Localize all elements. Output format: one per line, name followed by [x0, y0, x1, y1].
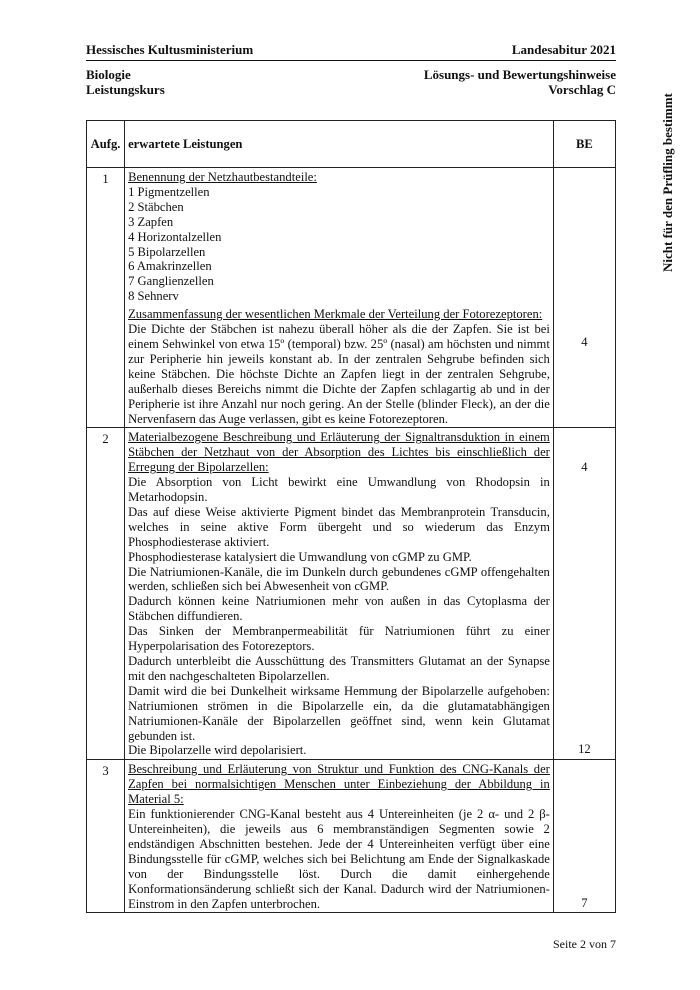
- col-header-task: Aufg.: [87, 121, 125, 168]
- col-header-expected: erwartete Leistungen: [125, 121, 554, 168]
- list-item: 4 Horizontalzellen: [128, 229, 222, 244]
- points-value: 12: [578, 742, 591, 757]
- section-heading: Zusammenfassung der wesentlichen Merkmale der Verteilung der Fotorezeptoren:: [128, 307, 543, 322]
- paragraph: Das auf diese Weise aktivierte Pigment bindet das Membranprotein Transducin, welches in seine aktive Form übergeht und so wiederum das Enzym Phosphodiesterase aktiviert.: [128, 504, 550, 549]
- task-number: 2: [102, 432, 109, 447]
- table-header-row: [87, 121, 616, 168]
- section-text: Ein funktionierender CNG-Kanal besteht aus 4 Untereinheiten (je 2 α- und 2 β-Untereinheiten), die jeweils aus 6 membranständigen Segmenten sowie 2 endständigen Abschnitten bestehen. Jede der 4 Untereinheiten verfügt über eine Bindungsstelle für cGMP, welches sich bei Belichtung am Ende der Signalkaskade von der Bindungsstelle löst. Durch die damit einhergehende Konformationsänderung schließt sich der Kanal. Dadurch wird der Natriumionen-Einstrom in den Zapfen unterbrochen.: [128, 807, 550, 911]
- header-course: Leistungskurs: [86, 82, 165, 97]
- section-heading: Beschreibung und Erläuterung von Struktur und Funktion des CNG-Kanals der Zapfen bei normalsichtigen Menschen unter Einbeziehung der Abbildung in Material 5:: [128, 762, 550, 807]
- paragraph: Dadurch können keine Natriumionen mehr von außen in das Cytoplasma der Stäbchen diffundieren.: [128, 594, 550, 624]
- points-value: 4: [581, 460, 588, 474]
- header-doc-type: Lösungs- und Bewertungshinweise: [423, 67, 616, 82]
- paragraph: Die Natriumionen-Kanäle, die im Dunkeln durch gebundenes cGMP offengehalten werden, schließen sich bei Abwesenheit von cGMP.: [128, 564, 550, 594]
- paragraph: Das Sinken der Membranpermeabilität für Natriumionen führt zu einer Hyperpolarisation des Fotorezeptors.: [128, 624, 550, 654]
- table-row: [87, 428, 616, 760]
- header-row-1: [86, 42, 616, 61]
- table-row: [87, 168, 616, 428]
- paragraph: Dadurch unterbleibt die Ausschüttung des Transmitters Glutamat an der Synapse mit den nachgeschalteten Bipolarzellen.: [128, 654, 550, 683]
- paragraph: Die Absorption von Licht bewirkt eine Umwandlung von Rhodopsin in Metarhodopsin.: [128, 475, 550, 505]
- table-row: [87, 760, 616, 913]
- list-item: 6 Amakrinzellen: [128, 259, 212, 274]
- solutions-table: [86, 120, 616, 913]
- task-number: 3: [102, 764, 109, 779]
- side-note: Nicht für den Prüfling bestimmt: [660, 93, 675, 272]
- list-item: 3 Zapfen: [128, 214, 174, 229]
- header-ministry: Hessisches Kultusministerium: [86, 42, 254, 57]
- points-value: 4: [581, 335, 588, 349]
- header-proposal: Vorschlag C: [548, 82, 616, 97]
- col-header-points: BE: [553, 121, 615, 168]
- section-heading: Benennung der Netzhautbestandteile:: [128, 170, 317, 184]
- paragraph: Die Bipolarzelle wird depolarisiert.: [128, 743, 307, 758]
- header-exam: Landesabitur 2021: [511, 42, 616, 57]
- list-item: 7 Ganglienzellen: [128, 274, 214, 289]
- paragraph: Damit wird die bei Dunkelheit wirksame Hemmung der Bipolarzelle aufgehoben: Natriumionen strömen in die Bipolarzelle ein, da die glutamatabhängigen Natriumionen-Kanäle der Bipolarzellen geöffnet sind, wenn kein Glutamat gebunden ist.: [128, 683, 550, 743]
- task-number: 1: [102, 172, 109, 186]
- section-text: Die Dichte der Stäbchen ist nahezu überall höher als die der Zapfen. Sie ist bei einem Sehwinkel von etwa 15º (temporal) bzw. 25º (nasal) am höchsten und nimmt zur Peripherie hin jeweils konstant ab. In der zentralen Sehgrube befinden sich keine Stäbchen. Die höchste Dichte an Zapfen liegt in der zentralen Sehgrube, außerhalb dieses Bereichs nimmt die Dichte der Zapfen schlagartig ab und in der Peripherie ist ihre Anzahl nur noch gering. An der Stelle (blinder Fleck), an der die Nervenfasern das Auge verlassen, gibt es keine Fotorezeptoren.: [128, 322, 550, 426]
- header-subject: Biologie: [86, 67, 131, 82]
- list-item: 1 Pigmentzellen: [128, 184, 210, 199]
- page-number: Seite 2 von 7: [553, 937, 616, 951]
- list-item: 8 Sehnerv: [128, 289, 179, 304]
- section-heading: Materialbezogene Beschreibung und Erläuterung der Signaltransduktion in einem Stäbchen der Netzhaut von der Absorption des Lichtes bis einschließlich der Erregung der Bipolarzellen:: [128, 430, 550, 475]
- points-value: 7: [581, 895, 588, 910]
- list-item: 2 Stäbchen: [128, 199, 184, 214]
- list-item: 5 Bipolarzellen: [128, 244, 206, 259]
- paragraph: Phosphodiesterase katalysiert die Umwandlung von cGMP zu GMP.: [128, 549, 472, 564]
